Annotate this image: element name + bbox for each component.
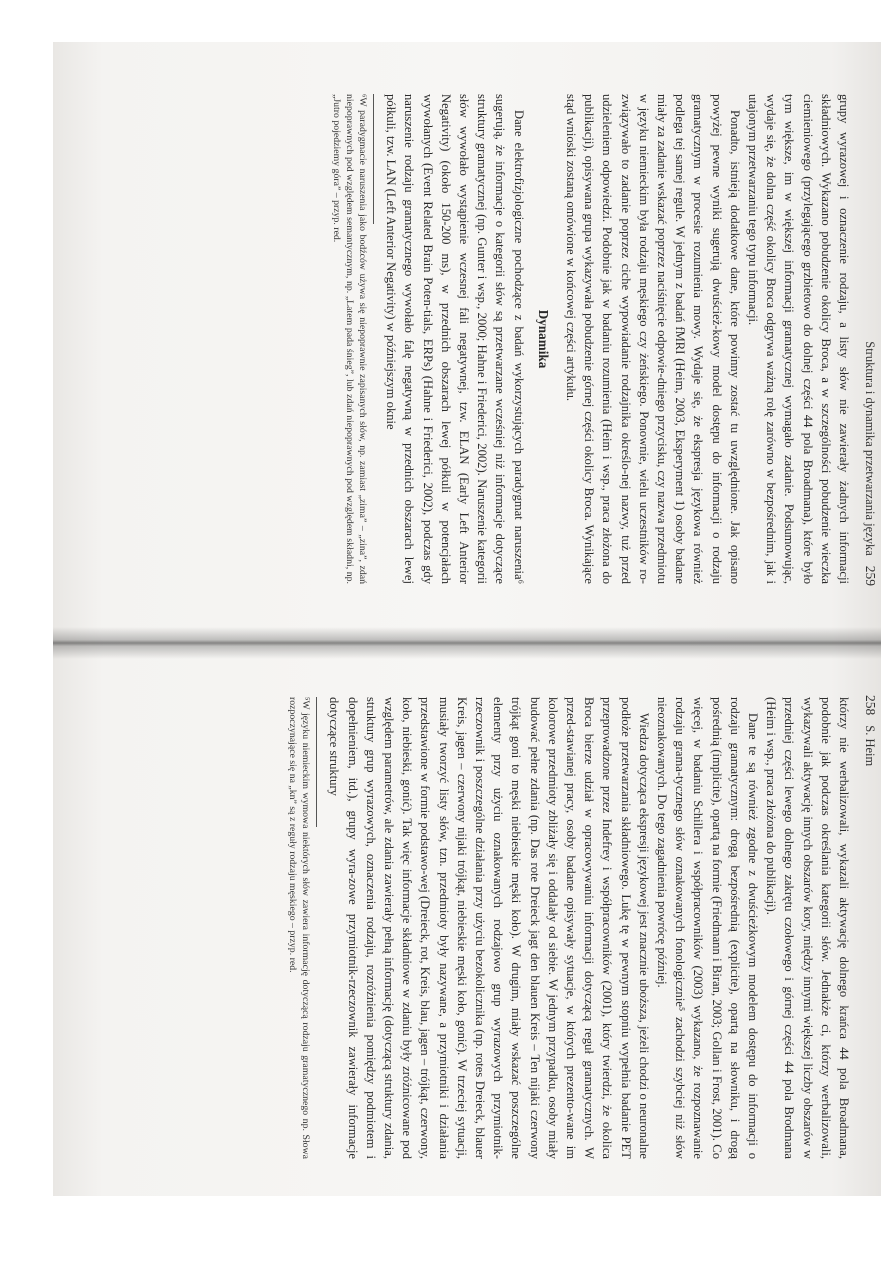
page-number: 258 (863, 695, 878, 716)
footnote-rule (373, 94, 374, 224)
page-259 (53, 42, 881, 627)
page-number: 259 (863, 565, 878, 586)
paragraph: Ponadto, istnieją dodatkowe dane, które powinny zostać tu uwzględnione. Jak opisano powyżej pewne wyniki sugerują dwuścież-kowy model dostępu do informacji o rodzaju gramatycznym w procesie rozumienia mowy. Wydaje się, że ekspresja językowa również podlega tej samej regule. W jednym z badań fMRI (Heim, 2003, Eksperyment 1) osoby badane miały za zadanie wskazać poprzez naciśnięcie odpowie-dniego przycisku, czy nazwa przedmiotu w języku niemieckim była rodzaju męskiego czy żeńskiego. Ponownie, wielu uczestników ro-związywało to zadanie poprzez ciche wypowiadanie rodzajnika określo-nej nazwy, tuż przed udzieleniem odpowiedzi. Podobnie jak w badaniu rozumienia (Heim i wsp., praca złożona do publikacji), opisywana grupa wykazywała pobudzenie górnej części okolicy Broca. Wynikające stąd wnioski zostaną omówione w końcowej części artykułu. (563, 94, 742, 584)
running-title: S. Heim (863, 725, 877, 767)
page-header (857, 64, 879, 604)
book-spread (53, 42, 881, 1196)
page-258-text-frame (119, 667, 879, 1179)
page-258 (53, 659, 881, 1196)
page-259-text-frame (119, 64, 879, 604)
footnote: ⁶W paradygmacie naruszenia jako bodźców używa się niepoprawnie zapisanych słów, np. zamiast „zima” – „zina”, zdań niepoprawnych pod względem semantycznym, np. „Latem pada śnieg”, lub zdań niepoprawnych pod względem składni, np. „Jutro pojedziemy góra” – przyp. red. (330, 94, 368, 584)
page-header (857, 667, 879, 1179)
book-gutter (53, 627, 881, 659)
running-title: Struktura i dynamika przetwarzania języka (863, 341, 877, 556)
paragraph: grupy wyrazowej i oznaczenie rodzaju, a listy słów nie zawierały żadnych informacji składniowych. Wykazano pobudzenie okolicy Broca, a w szczególności pobudzenie wieczka ciemieniowego (przylegającego grzbietowo do dolnej części 44 pola Broadmana), które było tym większe, im w większej informacji gramatycznej wymagało zadanie. Podsumowując, wydaje się, że dolna część okolicy Broca odgrywa ważną rolę zarówno w bezpośrednim, jak i utajonym przetwarzaniu tego typu informacji. (745, 94, 851, 584)
footnote-rule (316, 697, 317, 827)
footnote: ⁵W języku niemieckim wymowa niektórych słów zawiera informację dotyczącą rodzaju gramatycznego np. Słowa rozpoczynające się na „kn” są z reguły rodzaju męskiego – przyp. red. (287, 697, 312, 1159)
paragraph: Dane elektrofizjologiczne pochodzące z badań wykorzystujących paradygmat naruszenia⁶ sugerują, że informacje o kategorii słów są przetwarzane wcześniej niż informacje dotyczące struktury gramatycznej (np. Gunter i wsp., 2000; Hahne i Friederici, 2002). Naruszenie kategorii słów wywołało wystąpienie wczesnej fali negatywnej, tzw. ELAN (Early Left Anterior Negativity) (około 150-200 ms), w przednich obszarach lewej półkuli w potencjałach wywołanych (Event Related Brain Poten-tials, ERPs) (Hahne i Friederici, 2002), podczas gdy naruszenie rodzaju gramatycznego wywołało falę negatywną w przednich obszarach lewej półkuli, tzw. LAN (Left Anterior Negativity) w późniejszym oknie (384, 94, 526, 584)
paragraph: Dane te są również zgodne z dwuścieżkowym modelem dostępu do informacji o rodzaju gramatycznym: drogą bezpośrednią (explicite), opartą na słowniku, i drogą pośrednią (implicite), opartą na formie (Friedmann i Biran, 2003; Gollan i Frost, 2001). Co więcej, w badaniu Schillera i współpracowników (2003) wykazano, że rozpoznawanie rodzaju grama-tycznego słów oznakowanych fonologicznie⁵ zachodzi szybciej niż słów nieoznakowanych. Do tego zagadnienia powrócę później. (654, 697, 760, 1159)
body-text (382, 64, 853, 604)
body-text (325, 667, 853, 1179)
paragraph: Wiedza dotycząca ekspresji językowej jest znacznie uboższa, jeżeli chodzi o neuronalne podłoże przetwarzania składniowego. Lukę tę w pewnym stopniu wypełnia badanie PET przeprowadzone przez Indefrey i współpracowników (2001), który twierdzi, że okolica Broca bierze udział w opracowywaniu informacji dotyczącą reguł gramatycznych. W przed-stawianej pracy, osoby badane opisywały sytuacje, w których prezento-wane im kolorowe przedmioty zbliżały się i oddalały od siebie. W jednym przypadku, osoby miały budować pełne zdania (np. Das rote Dreieck jagt den blauen Kreis – Ten nijaki czerwony trójkąt goni to męski niebieskie męski koło). W drugim, miały wskazać poszczególne elementy przy użyciu oznakowanych rodzajowo grup wyrazowych przymiotnik-rzeczownik i poszczególne działania przy użyciu bezokolicznika (np. rotes Dreieck, blauer Kreis, jagen – czerwony nijaki trójkąt, niebieskie męski koło, gonić). W trzeciej sytuacji, musiały tworzyć listy słów, tzn. przedmioty były nazywane, a przymiotniki i działania przedstawione w formie podstawo-wej (Dreieck, rot, Kreis, blau, jagen – trójkąt, czerwony, koło, niebieski, gonić). Tak więc informacje składniowe w zdaniu były zróżnicowane pod względem parametrów, ale zdania zawierały pełną informację (dotyczącą struktury zdania, struktury grup wyrazowych, oznaczenia rodzaju, rozróżnienia pomiędzy podmiotem i dopełnieniem, itd.), grupy wyra-zowe przymiotnik-rzeczownik zawierały informacje dotyczące struktury (327, 697, 651, 1159)
section-title: Dynamika (535, 309, 551, 369)
paragraph: którzy nie werbalizowali, wykazali aktywację dolnego krańca 44 pola Broadmana, podobnie jak podczas określania kategorii słów. Jednakże ci, którzy werbalizowali, wykazywali aktywację innych obszarów kory, między innymi większej liczby obszarów w przedniej części lewego dolnego zakrętu czołowego i górnej części 44 pola Brodmana (Heim i wsp., praca złożona do publikacji). (764, 697, 851, 1159)
